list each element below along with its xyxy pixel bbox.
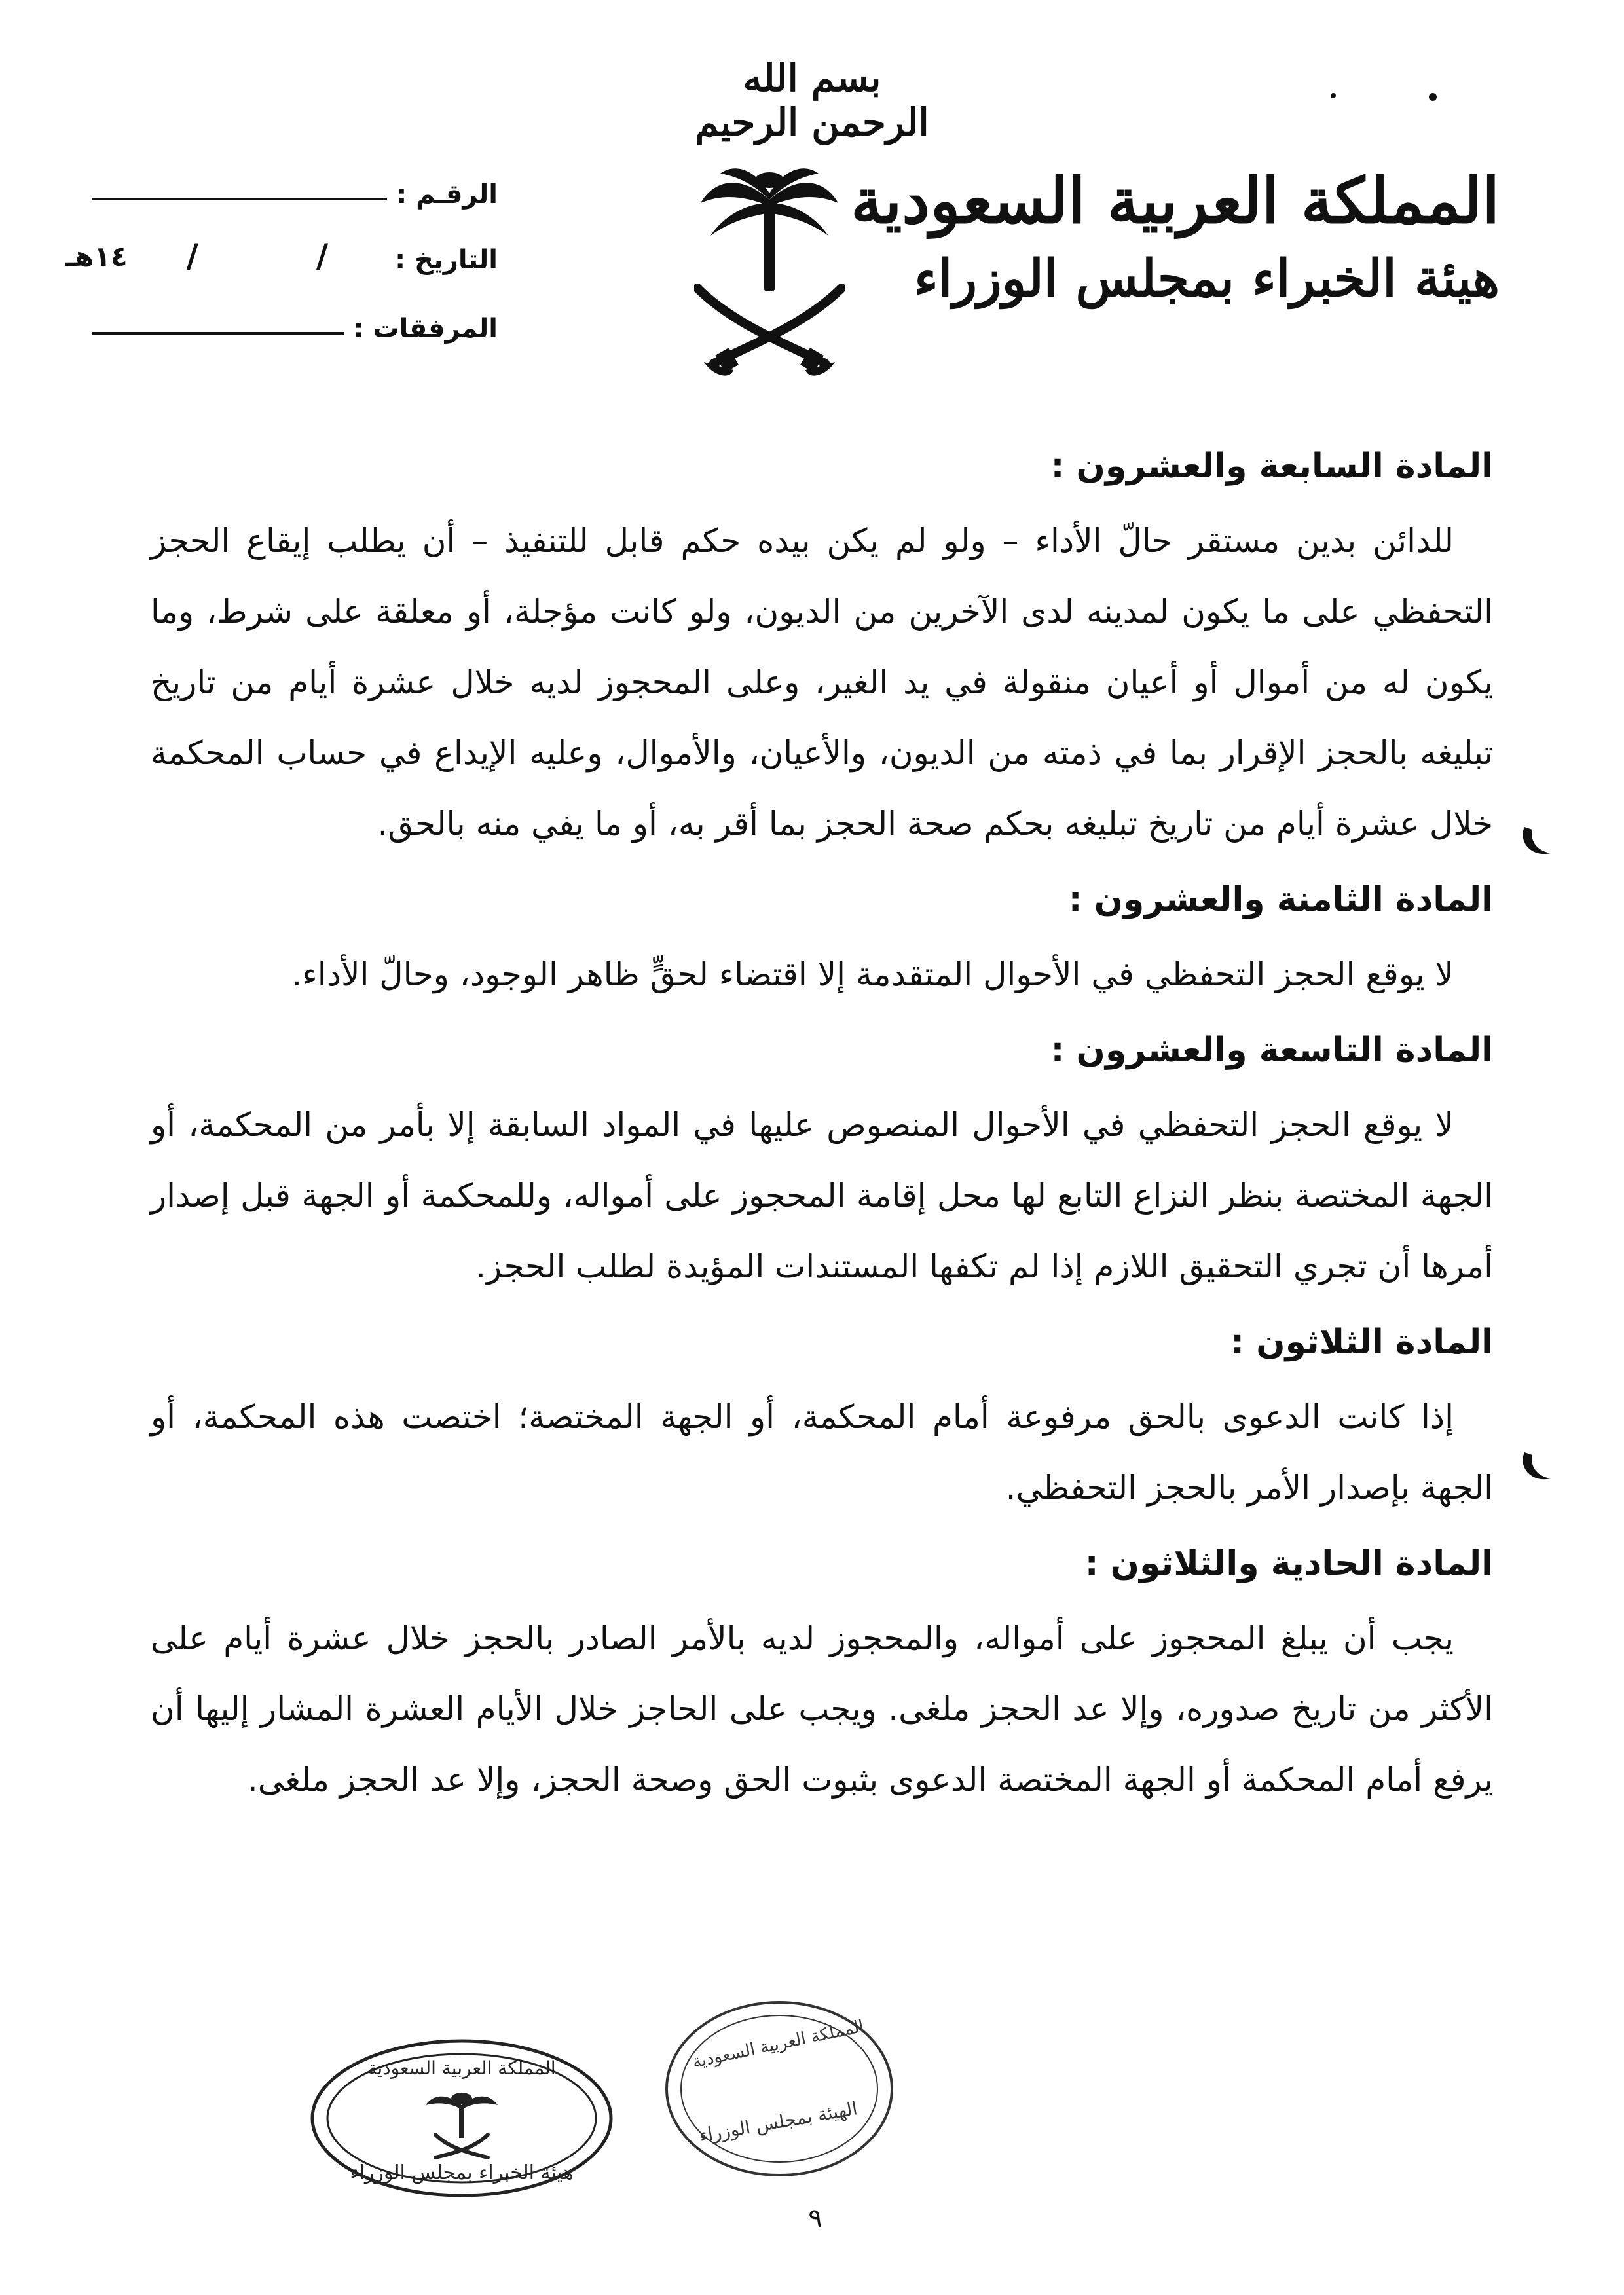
article-27: [151, 431, 1493, 859]
scan-dot-icon: [1329, 92, 1337, 100]
scan-dot-icon: [1428, 92, 1438, 102]
stamp-1-text-top: المملكة العربية السعودية: [367, 2057, 556, 2079]
article-heading: المادة الحادية والثلاثون :: [1084, 1544, 1493, 1583]
org-name-experts-commission: هيئة الخبراء بمجلس الوزراء: [913, 249, 1500, 308]
punch-hole-icon: [1518, 822, 1556, 860]
org-name-kingdom: المملكة العربية السعودية: [851, 164, 1500, 238]
article-heading: المادة الثامنة والعشرون :: [1068, 880, 1493, 919]
official-stamp-with-emblem: [308, 2036, 616, 2200]
basmala: بسم الله الرحمن الرحيم: [695, 56, 929, 145]
reference-field: [92, 157, 498, 210]
reference-label: الرقـم :: [396, 179, 498, 210]
article-heading: المادة الثلاثون :: [1230, 1323, 1493, 1362]
attachments-label: المرفقات :: [353, 314, 498, 344]
saudi-emblem-icon: [694, 154, 845, 386]
punch-hole-icon: [1518, 1447, 1556, 1485]
article-31: [151, 1528, 1493, 1815]
article-28: [151, 864, 1493, 1010]
article-30: [151, 1307, 1493, 1523]
stamp-1-text-bottom: هيئة الخبراء بمجلس الوزراء: [350, 2161, 574, 2184]
official-stamp-oval: [661, 1997, 897, 2180]
article-heading: المادة التاسعة والعشرون :: [1050, 1031, 1493, 1070]
article-paragraph: للدائن بدين مستقر حالّ الأداء – ولو لم يكن بيده حكم قابل للتنفيذ – أن يطلب إيقاع الحجز التحفظي على ما يكون لمدينه لدى الآخرين من الديون، ولو كانت مؤجلة، أو معلقة على شرط، وما يكون له من أموال أو أعيان منقولة في يد الغير، وعلى المحجوز لديه خلال عشرة أيام من تاريخ تبليغه بالحجز الإقرار بما في ذمته من الديون، والأعيان، والأموال، وعليه الإيداع في حساب المحكمة خلال عشرة أيام من تاريخ تبليغه بحكم صحة الحجز بما أقر به، أو ما يفي منه بالحق.: [151, 522, 1493, 843]
date-label: التاريخ :: [395, 245, 498, 275]
article-paragraph: لا يوقع الحجز التحفظي في الأحوال المنصوص عليها في المواد السابقة إلا بأمر من المحكمة، أو الجهة المختصة بنظر النزاع التابع لها محل إقامة المحجوز على أمواله، وللمحكمة أو الجهة قبل إصدار أمرها أن تجري التحقيق اللازم إذا لم تكفها المستندات المؤيدة لطلب الحجز.: [151, 1106, 1493, 1285]
date-field: [65, 223, 498, 275]
stamp-2-text-bottom: الهيئة بمجلس الوزراء: [697, 2097, 859, 2147]
reference-line: [92, 196, 387, 200]
attachments-field: [92, 291, 498, 344]
article-paragraph: إذا كانت الدعوى بالحق مرفوعة أمام المحكمة، أو الجهة المختصة؛ اختصت هذه المحكمة، أو الجهة بإصدار الأمر بالحجز التحفظي.: [151, 1398, 1493, 1507]
article-heading: المادة السابعة والعشرون :: [1050, 447, 1493, 486]
article-paragraph: لا يوقع الحجز التحفظي في الأحوال المتقدمة إلا اقتضاء لحقٍّ ظاهر الوجود، وحالّ الأداء.: [291, 955, 1454, 993]
date-slash: /: [186, 237, 198, 275]
stamp-2-text-top: المملكة العربية السعودية: [690, 2016, 866, 2072]
page-number: ٩: [808, 2203, 822, 2233]
document-body: [151, 426, 1493, 1815]
date-hijri-suffix: ١٤هـ: [65, 240, 128, 272]
date-slash: /: [316, 237, 329, 275]
article-29: [151, 1015, 1493, 1302]
attachments-line: [92, 331, 344, 335]
date-value: [65, 237, 387, 275]
article-paragraph: يجب أن يبلغ المحجوز على أمواله، والمحجوز لديه بالأمر الصادر بالحجز خلال عشرة أيام على الأكثر من تاريخ صدوره، وإلا عد الحجز ملغى. ويجب على الحاجز خلال الأيام العشرة المشار إليها أن يرفع أمام المحكمة أو الجهة المختصة الدعوى بثبوت الحق وصحة الحجز، وإلا عد الحجز ملغى.: [151, 1619, 1493, 1799]
